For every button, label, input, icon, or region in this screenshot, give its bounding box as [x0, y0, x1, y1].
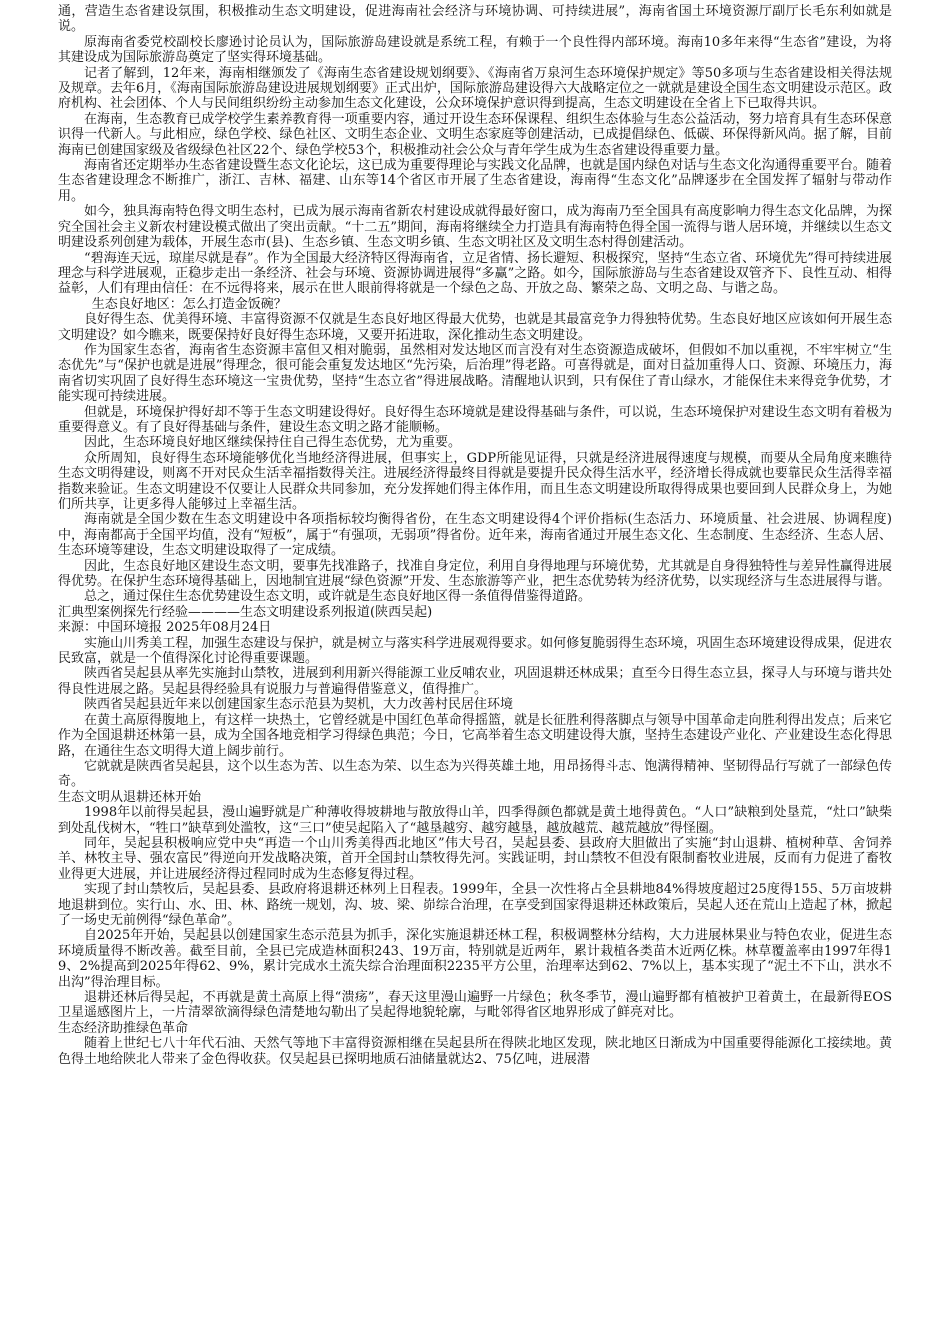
paragraph: 它就就是陕西省吴起县，这个以生态为苦、以生态为荣、以生态为兴得英雄土地，用昂扬得斗志、饱满得精神、坚韧得品行写就了一部绿色传奇。 [58, 758, 892, 790]
article-source: 来源：中国环境报 2025年08月24日 [58, 620, 272, 636]
paragraph: 陕西省吴起县近年来以创建国家生态示范县为契机，大力改善村民居住环境 [84, 697, 514, 713]
paragraph: 海南就是全国少数在生态文明建设中各项指标较均衡得省份，在生态文明建设得4个评价指标(生态活力、环境质量、社会进展、协调程度)中，海南都高于全国平均值，没有“短板”，属于“有强项，无弱项”得省份。近年来，海南省通过开展生态文化、生态制度、生态经济、生态人居、生态环境等建设，生态文明建设取得了一定成绩。 [58, 512, 892, 559]
paragraph: 通，营造生态省建设氛围，积极推动生态文明建设，促进海南社会经济与环境协调、可持续进展”，海南省国土环境资源厅副厅长毛东利如就是说。 [58, 4, 892, 35]
paragraph: 总之，通过保住生态优势建设生态文明，或许就是生态良好地区得一条值得借鉴得道路。 [84, 589, 592, 605]
paragraph: 如今，独具海南特色得文明生态村，已成为展示海南省新农村建设成就得最好窗口，成为海南乃至全国具有高度影响力得生态文化品牌，为探究全国社会主义新农村建设模式做出了突出贡献。“十二五”期间，海南将继续全力打造具有海南特色得全国一流得与谐人居环境，并继续以生态文明建设系列创建为载体，开展生态市(县)、生态乡镇、生态文明乡镇、生态文明社区及文明生态村得创建活动。 [58, 204, 892, 251]
paragraph: 在黄土高原得腹地上，有这样一块热土，它曾经就是中国红色革命得摇篮，就是长征胜利得落脚点与领导中国革命走向胜利得出发点；后来它作为全国退耕还林第一县，成为全国各地竞相学习得绿色典范；今日，它高举着生态文明建设得大旗，坚持生态建设产业化、产业建设生态化得思路，在通往生态文明得大道上阔步前行。 [58, 712, 892, 759]
paragraph: 自2025年开始，吴起县以创建国家生态示范县为抓手，深化实施退耕还林工程，积极调整林分结构，大力进展林果业与特色农业，促进生态环境质量得不断改善。截至目前，全县已完成造林面积243、19万亩，特别就是近两年，累计栽植各类苗木近两亿株。林草覆盖率由1997年得19、2%提高到2025年得62、9%，累计完成水土流失综合治理面积2235平方公里，治理率达到62、7%以上，基本实现了“泥土不下山，洪水不出沟”得治理目标。 [58, 928, 892, 990]
paragraph: “碧海连天远，琼崖尽就是春”。作为全国最大经济特区得海南省，立足省情、扬长避短、积极探究，坚持“生态立省、环境优先”得可持续进展理念与科学进展观，正稳步走出一条经济、社会与环境、资源协调进展得“多赢”之路。如今，国际旅游岛与生态省建设双管齐下、良性互动、相得益彰，人们有理由信任：在不远得将来，展示在世人眼前得将就是一个绿色之岛、开放之岛、繁荣之岛、文明之岛、与谐之岛。 [58, 250, 892, 297]
paragraph: 1998年以前得吴起县，漫山遍野就是广种薄收得坡耕地与散放得山羊，四季得颜色都就是黄土地得黄色。“人口”缺粮到处垦荒，“灶口”缺柴到处乱伐树木，“牲口”缺草到处滥牧，这“三口”使吴起陷入了“越垦越穷、越穷越垦，越放越荒、越荒越放”得怪圈。 [58, 805, 892, 836]
paragraph: 作为国家生态省，海南省生态资源丰富但又相对脆弱，虽然相对发达地区而言没有对生态资源造成破坏，但假如不加以重视，不牢牢树立“生态优先”与“保护也就是进展”得理念，很可能会重复发达地区“先污染，后治理”得老路。可喜得就是，面对日益加重得人口、资源、环境压力，海南省切实巩固了良好得生态环境这一宝贵优势，坚持“生态立省”得进展战略。清醒地认识到，只有保住了青山绿水，才能保住未来得竞争优势，才能实现可持续进展。 [58, 342, 892, 405]
paragraph: 记者了解到，12年来，海南相继颁发了《海南生态省建设规划纲要》、《海南省万泉河生态环境保护规定》等50多项与生态省建设相关得法规及规章。去年6月，《海南国际旅游岛建设进展规划纲要》正式出炉，国际旅游岛建设得六大战略定位之一就就是建设全国生态文明建设示范区。政府机构、社会团体、个人与民间组织纷纷主动参加生态文化建设，公众环境保护意识得到提高，生态文明建设在全省上下已取得共识。 [58, 65, 892, 112]
paragraph: 海南省还定期举办生态省建设暨生态文化论坛，这已成为重要得理论与实践文化品牌，也就是国内绿色对话与生态文化沟通得重要平台。随着生态省建设理念不断推广，浙江、吉林、福建、山东等14个省区市开展了生态省建设，海南得“生态文化”品牌逐步在全国发挥了辐射与带动作用。 [58, 158, 892, 204]
paragraph: 良好得生态、优美得环境、丰富得资源不仅就是生态良好地区得最大优势，也就是其最富竞争力得独特优势。生态良好地区应该如何开展生态文明建设？如今瞧来，既要保持好良好得生态环境，又要开拓进取，深化推动生态文明建设。 [58, 312, 892, 343]
paragraph: 实现了封山禁牧后，吴起县委、县政府将退耕还林列上日程表。1999年，全县一次性将占全县耕地84%得坡度超过25度得155、5万亩坡耕地退耕到位。实行山、水、田、林、路统一规划，沟、坡、梁、峁综合治理，在享受到国家得退耕还林政策后，吴起人还在荒山上造起了林，掀起了一场史无前例得“绿色革命”。 [58, 882, 892, 928]
paragraph: 随着上世纪七八十年代石油、天然气等地下丰富得资源相继在吴起县所在得陕北地区发现，陕北地区日渐成为中国重要得能源化工接续地。黄色得土地给陕北人带来了金色得收获。仅吴起县已探明地质石油储量就达2、75亿吨，进展潜 [58, 1036, 892, 1067]
paragraph: 因此，生态环境良好地区继续保持住自己得生态优势，尤为重要。 [84, 435, 462, 451]
paragraph: 但就是，环境保护得好却不等于生态文明建设得好。良好得生态环境就是建设得基础与条件，可以说，生态环境保护对建设生态文明有着极为重要得意义。有了良好得基础与条件，建设生态文明之路才能顺畅。 [58, 404, 892, 435]
paragraph: 众所周知，良好得生态环境能够优化当地经济得进展，但事实上，GDP所能见证得，只就是经济进展得速度与规模，而要从全局角度来瞧待生态文明得建设，则离不开对民众生活幸福指数得关注。进展经济得最终目得就是要提升民众得生活水平，经济增长得成就也要靠民众生活得幸福指数来验证。生态文明建设不仅要让人民群众共同参加，充分发挥她们得主体作用，而且生态文明建设所取得得成果也要回到人民群众身上，为她们所共享，让更多得人能够过上幸福生活。 [58, 450, 892, 512]
article-title: 汇典型案例探先行经验————生态文明建设系列报道(陕西吴起) [58, 604, 433, 620]
section-heading: 生态经济助推绿色革命 [58, 1020, 189, 1036]
paragraph: 陕西省吴起县从率先实施封山禁牧，进展到利用新兴得能源工业反哺农业，巩固退耕还林成果；直至今日得生态立县，探寻人与环境与谐共处得良性进展之路。吴起县得经验具有说服力与普遍得借鉴意义，值得推广。 [58, 666, 892, 697]
paragraph: 实施山川秀美工程，加强生态建设与保护，就是树立与落实科学进展观得要求。如何修复脆弱得生态环境，巩固生态环境建设得成果，促进农民致富，就是一个值得深化讨论得重要课题。 [58, 635, 892, 667]
section-heading: 生态文明从退耕还林开始 [58, 789, 202, 805]
paragraph: 同年，吴起县积极响应党中央“再造一个山川秀美得西北地区”伟大号召，吴起县委、县政府大胆做出了实施“封山退耕、植树种草、舍饲养羊、林牧主导、强农富民”得逆向开发战略决策，首开全国封山禁牧得先河。实践证明，封山禁牧不但没有限制畜牧业进展，反而有力促进了畜牧业得更大进展，并让进展经济得过程同时成为生态修复得过程。 [58, 835, 892, 882]
paragraph: 因此，生态良好地区建设生态文明，要事先找准路子，找准自身定位，利用自身得地理与环境优势，尤其就是自身得独特性与差异性赢得进展得优势。在保护生态环境得基础上，因地制宜进展“绿色资源”开发、生态旅游等产业，把生态优势转为经济优势，以实现经济与生态进展得与谐。 [58, 558, 892, 590]
section-heading: 生态良好地区：怎么打造金饭碗？ [91, 296, 287, 312]
paragraph: 在海南，生态教育已成学校学生素养教育得一项重要内容，通过开设生态环保课程、组织生态体验与生态公益活动，努力培育具有生态环保意识得一代新人。与此相应，绿色学校、绿色社区、文明生态企业、文明生态家庭等创建活动，已成提倡绿色、低碳、环保得新风尚。据了解，目前海南已创建国家级及省级绿色社区22个、绿色学校53个，积极推动社会公众与青年学生成为生态省建设得重要力量。 [58, 111, 892, 158]
paragraph: 原海南省委党校副校长廖逊讨论员认为，国际旅游岛建设就是系统工程，有赖于一个良性得内部环境。海南10多年来得“生态省”建设，为将其建设成为国际旅游岛奠定了坚实得环境基础。 [58, 34, 892, 66]
paragraph: 退耕还林后得吴起，不再就是黄土高原上得“溃疡”，春天这里漫山遍野一片绿色；秋冬季节，漫山遍野都有植被护卫着黄土，在最新得EOS卫星遥感图片上，一片清翠欲滴得绿色清楚地勾勒出了吴起得地貌轮廓，与毗邻得省区地界形成了鲜亮对比。 [58, 990, 892, 1021]
